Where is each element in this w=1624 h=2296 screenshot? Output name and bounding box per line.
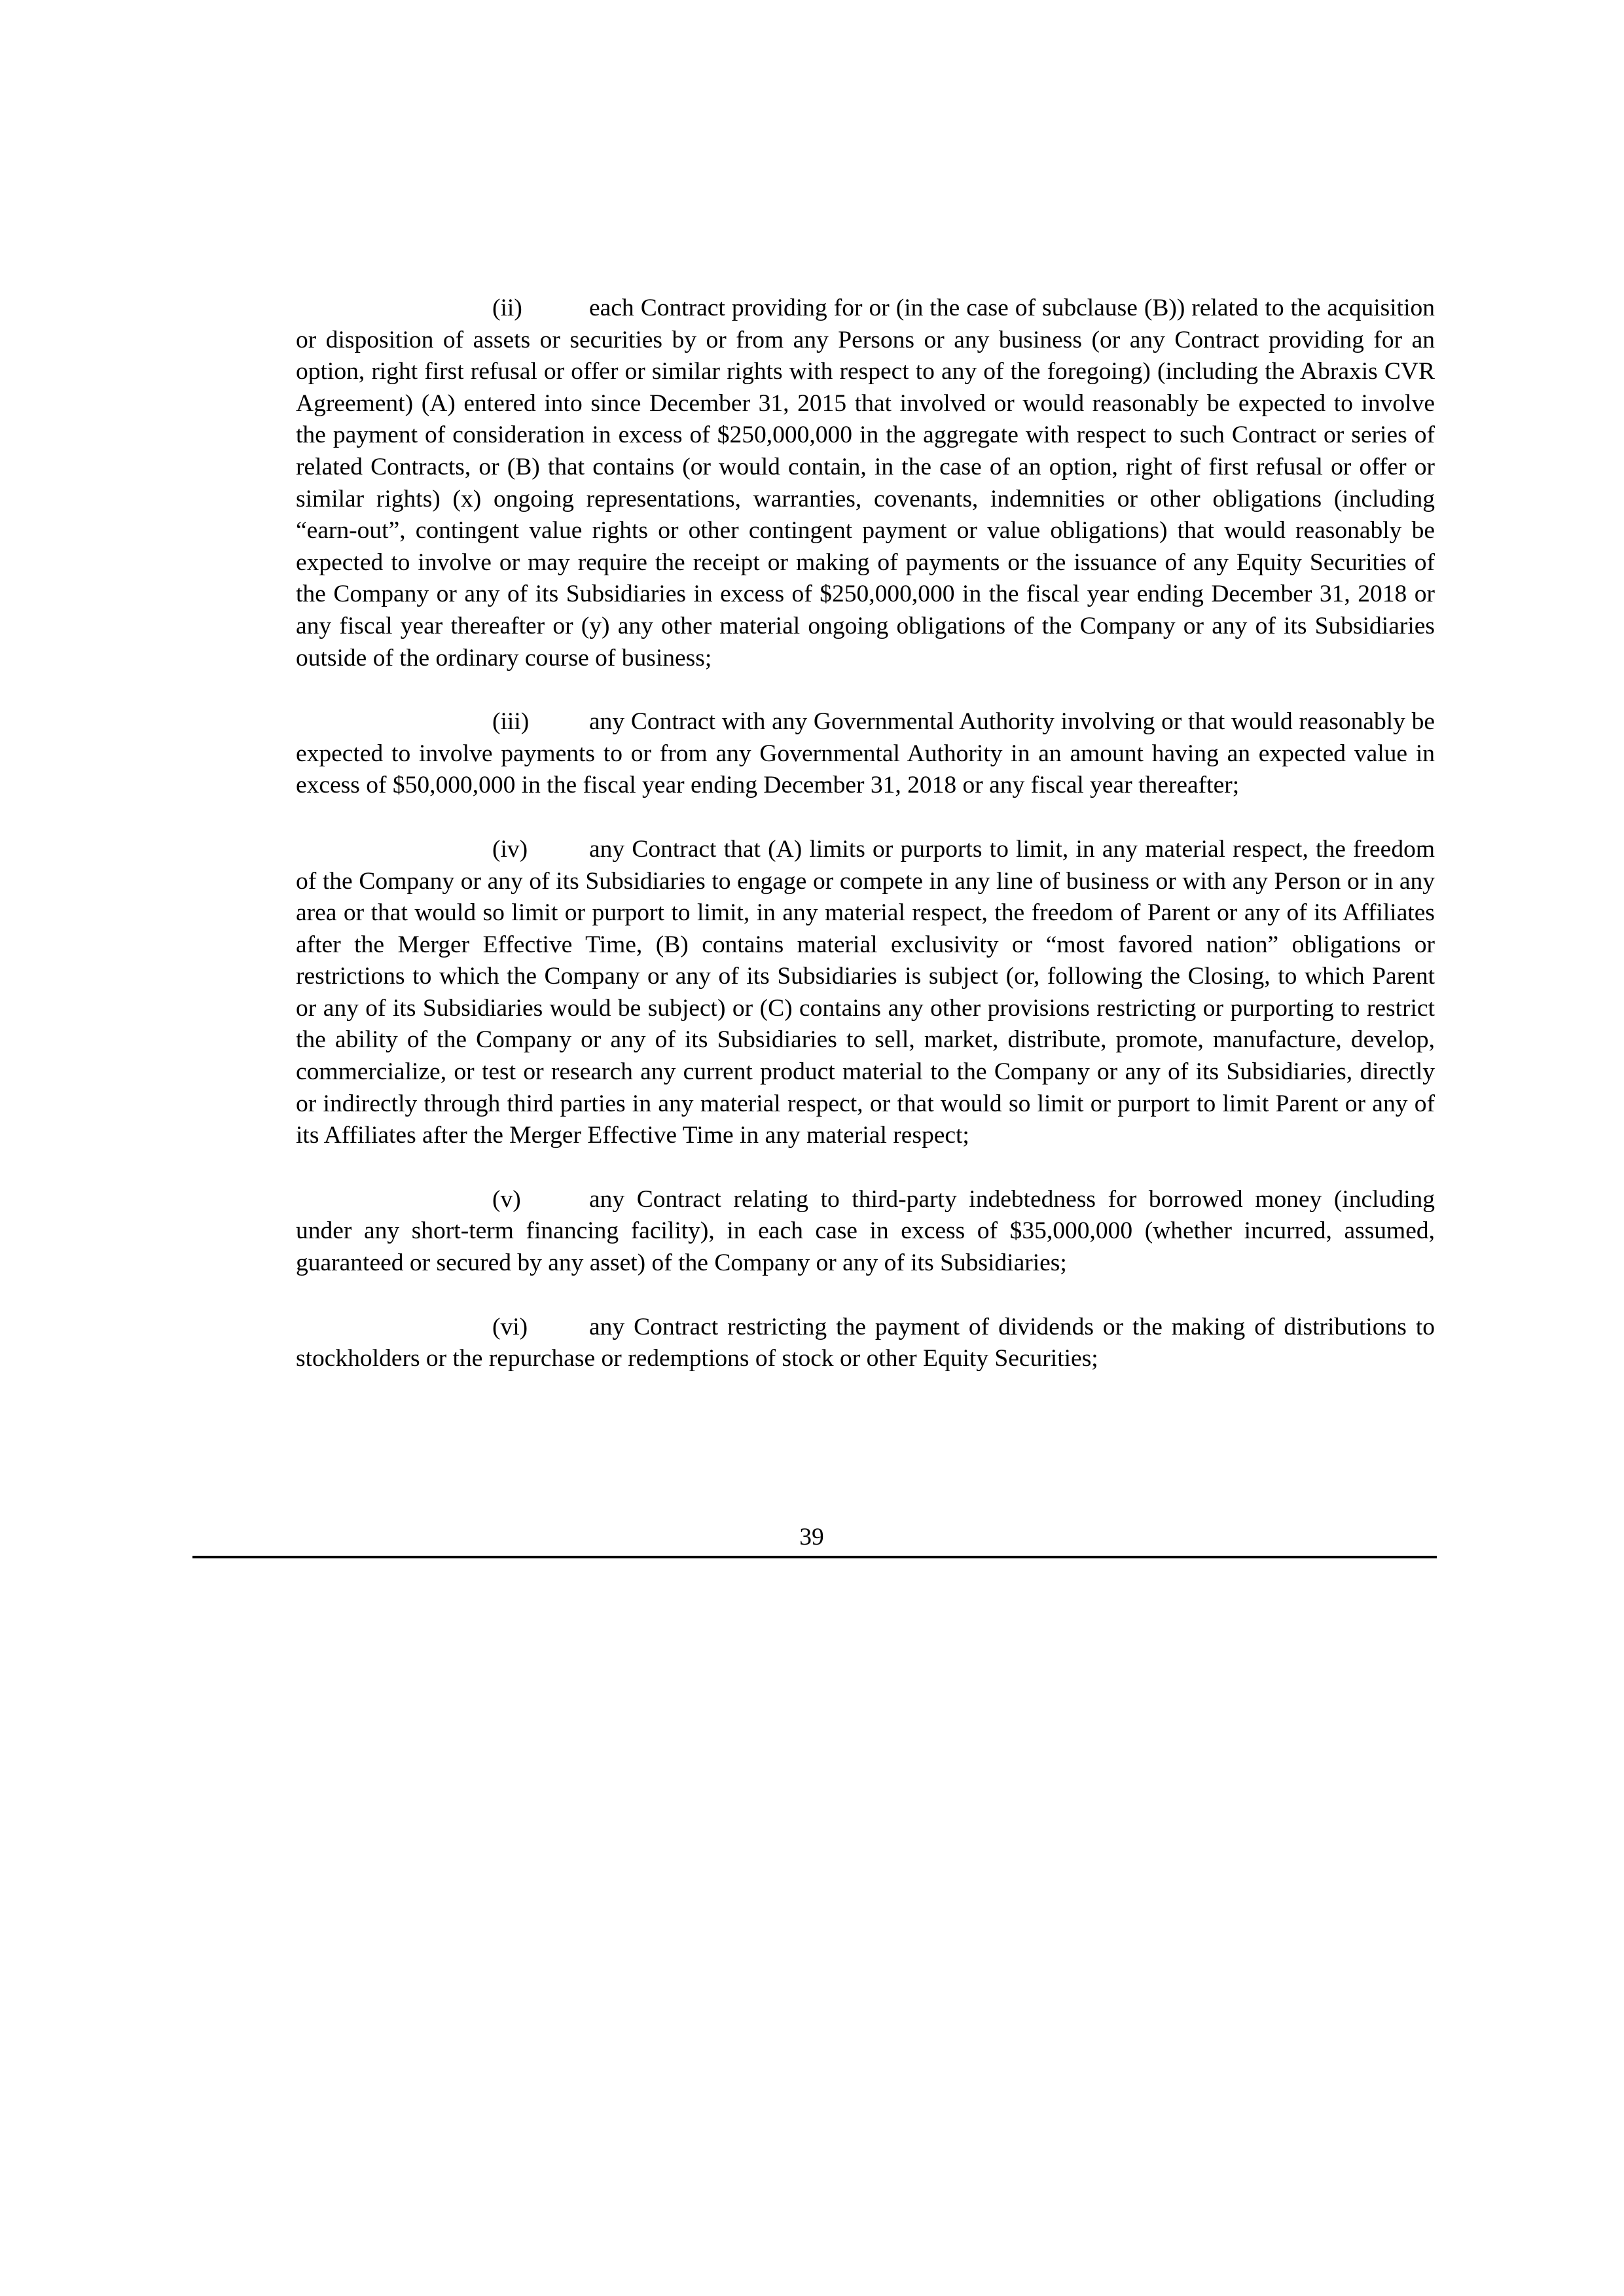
body-text bbox=[296, 293, 1435, 1407]
clause-number: (vi) bbox=[492, 1313, 528, 1340]
clause-vi bbox=[296, 1312, 1435, 1375]
clause-text: any Contract that (A) limits or purports to limit, in any material respect, the freedom of the Company or any of its Subsidiaries to engage or compete in any line of business or with any Person or in any area or that would so limit or purport to limit, in any material respect, the freedom of Parent or any of its Affiliates after the Merger Effective Time, (B) contains material exclusivity or “most favored nation” obligations or restrictions to which the Company or any of its Subsidiaries is subject (or, following the Closing, to which Parent or any of its Subsidiaries would be subject) or (C) contains any other provisions restricting or purporting to restrict the ability of the Company or any of its Subsidiaries to sell, market, distribute, promote, manufacture, develop, commercialize, or test or research any current product material to the Company or any of its Subsidiaries, directly or indirectly through third parties in any material respect, or that would so limit or purport to limit Parent or any of its Affiliates after the Merger Effective Time in any material respect; bbox=[296, 835, 1435, 1149]
clause-number: (ii) bbox=[492, 295, 522, 321]
clause-text: each Contract providing for or (in the case of subclause (B)) related to the acquisition or disposition of assets or securities by or from any Persons or any business (or any Contract providing for an option, right first refusal or offer or similar rights with respect to any of the foregoing) (including the Abraxis CVR Agreement) (A) entered into since December 31, 2015 that involved or would reasonably be expected to involve the payment of consideration in excess of $250,000,000 in the aggregate with respect to such Contract or series of related Contracts, or (B) that contains (or would contain, in the case of an option, right of first refusal or offer or similar rights) (x) ongoing representations, warranties, covenants, indemnities or other obligations (including “earn-out”, contingent value rights or other contingent payment or value obligations) that would reasonably be expected to involve or may require the receipt or making of payments or the issuance of any Equity Securities of the Company or any of its Subsidiaries in excess of $250,000,000 in the fiscal year ending December 31, 2018 or any fiscal year thereafter or (y) any other material ongoing obligations of the Company or any of its Subsidiaries outside of the ordinary course of business; bbox=[296, 295, 1435, 672]
clause-number: (iv) bbox=[492, 835, 528, 863]
clause-number: (v) bbox=[492, 1185, 521, 1213]
clause-text: any Contract relating to third-party indebtedness for borrowed money (including under any short-term financing facility), in each case in excess of $35,000,000 (whether incurred, assumed, guaranteed or secured by any asset) of the Company or any of its Subsidiaries; bbox=[296, 1185, 1435, 1277]
clause-number: (iii) bbox=[492, 708, 530, 736]
clause-v bbox=[296, 1184, 1435, 1280]
clause-text: any Contract restricting the payment of dividends or the making of distributions to stockholders or the repurchase or redemptions of stock or other Equity Securities; bbox=[296, 1313, 1435, 1372]
page-number: 39 bbox=[799, 1524, 824, 1551]
clause-text: any Contract with any Governmental Authority involving or that would reasonably be expected to involve payments to or from any Governmental Authority in an amount having an expected value in excess of $50,000,000 in the fiscal year ending December 31, 2018 or any fiscal year thereafter; bbox=[296, 708, 1435, 799]
clause-ii bbox=[296, 293, 1435, 674]
footer-rule bbox=[192, 1556, 1437, 1558]
clause-iv bbox=[296, 834, 1435, 1152]
clause-iii bbox=[296, 706, 1435, 802]
